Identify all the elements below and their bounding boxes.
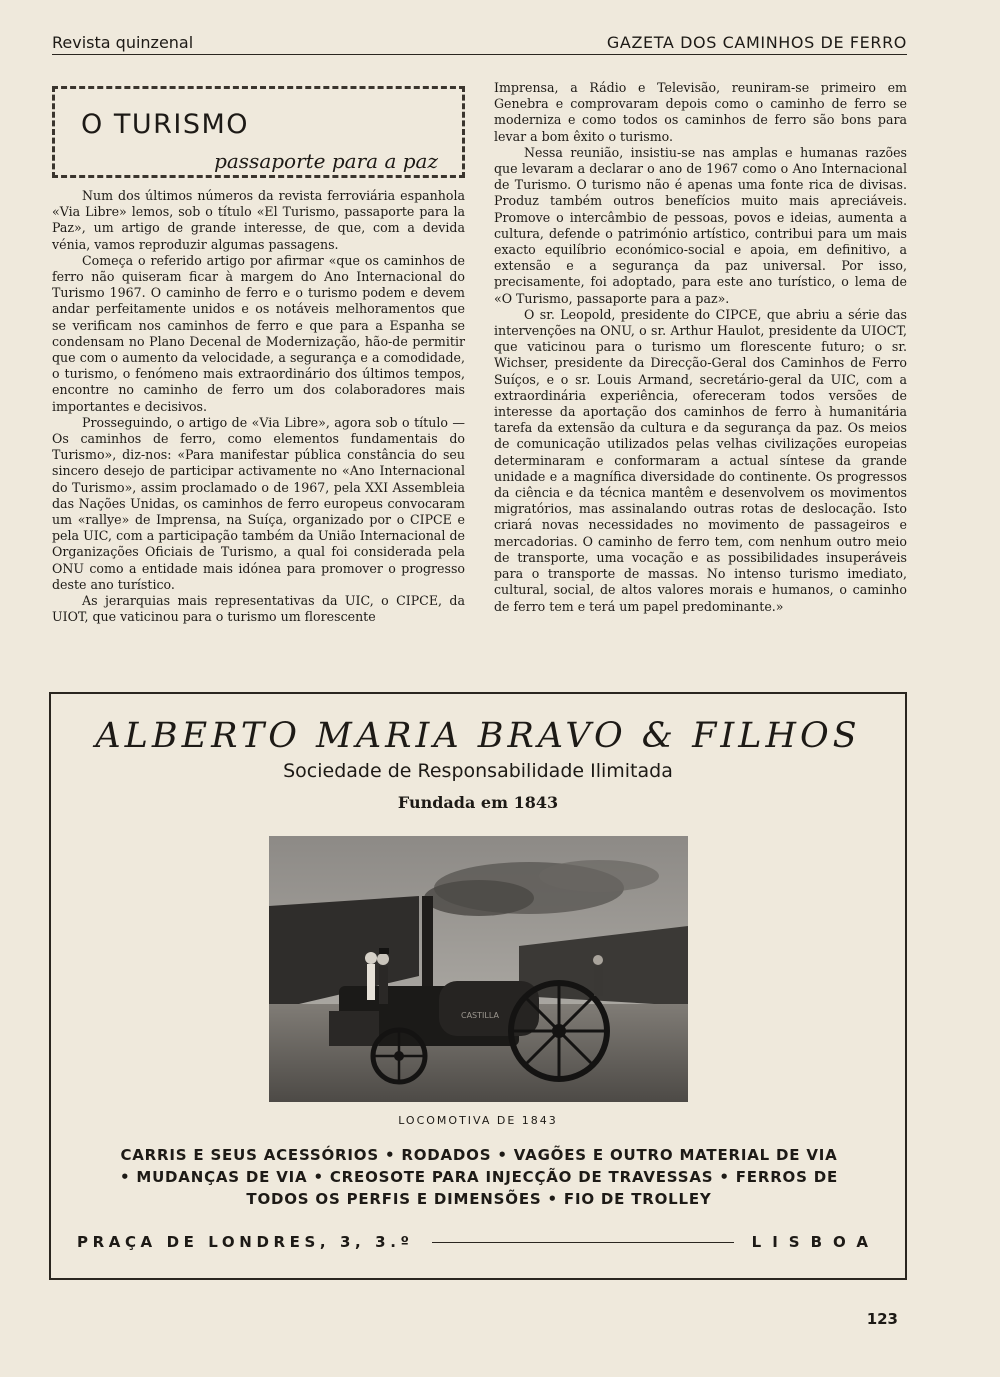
ad-founded: Fundada em 1843 — [397, 793, 559, 812]
ad-products-line: TODOS OS PERFIS E DIMENSÕES • FIO DE TROLLEY — [246, 1190, 712, 1208]
article-paragraph: Num dos últimos números da revista ferroviária espanhola «Via Libre» lemos, sob o título «El Turismo, passaporte para la Paz», um artigo de grande interesse, de que, com a devida vénia, vamos reproduzir algumas passagens. — [52, 188, 465, 252]
header-left: Revista quinzenal — [52, 33, 194, 52]
ad-company-type: Sociedade de Responsabilidade Ilimitada — [283, 760, 673, 782]
photo-caption: LOCOMOTIVA DE 1843 — [398, 1114, 558, 1127]
ad-address: PRAÇA DE LONDRES, 3, 3.º — [77, 1233, 414, 1251]
article-title-box — [52, 86, 465, 178]
ad-company-name: ALBERTO MARIA BRAVO & FILHOS — [95, 716, 861, 756]
running-header — [52, 30, 907, 52]
header-right: GAZETA DOS CAMINHOS DE FERRO — [606, 33, 907, 52]
article-left-column — [52, 188, 465, 625]
article-title: O TURISMO — [81, 109, 249, 140]
article-paragraph: Imprensa, a Rádio e Televisão, reuniram-se primeiro em Genebra e comprovaram depois como o caminho de ferro se moderniza e como todos os caminhos de ferro são bons para levar a bom êxito o turismo. — [494, 80, 907, 144]
ad-products-line: CARRIS E SEUS ACESSÓRIOS • RODADOS • VAGÕES E OUTRO MATERIAL DE VIA — [120, 1146, 838, 1164]
header-rule — [52, 54, 907, 55]
advertisement — [49, 692, 907, 1280]
locomotive-photo — [269, 836, 688, 1102]
page-number: 123 — [866, 1310, 898, 1328]
ad-products — [73, 1144, 885, 1210]
locomotive-illustration — [269, 836, 688, 1102]
address-divider — [432, 1242, 734, 1243]
ad-city: LISBOA — [751, 1233, 879, 1251]
article-paragraph: O sr. Leopold, presidente do CIPCE, que abriu a série das intervenções na ONU, o sr. Arthur Haulot, presidente da UIOCT, que vaticinou para o turismo um florescente futuro; o sr. Wichser, presidente da Direcção-Geral dos Caminhos de Ferro Suíços, e o sr. Louis Armand, secretário-geral da UIC, com a extraordinária experiência, ofereceram todos versões de interesse da aportação dos caminhos de ferro à humanitária tarefa da extensão da cultura e da segurança da paz. Os meios de comunicação utilizados pelas velhas civilizações europeias determinaram e conformaram a actual síntese da grande unidade e a magnífica diversidade do continente. Os progressos da ciência e da técnica mantêm e desenvolvem os movimentos migratórios, mas assinalando outras rotas de deslocação. Isto criará novas necessidades no movimento de passageiros e mercadorias. O caminho de ferro tem, com nenhum outro meio de transporte, uma vocação e as possibilidades insuperáveis para o transporte de massas. No intenso turismo imediato, cultural, social, de altos valores morais e humanos, o caminho de ferro tem e terá um papel predominante.» — [494, 306, 907, 614]
ad-products-line: • MUDANÇAS DE VIA • CREOSOTE PARA INJECÇÃO DE TRAVESSAS • FERROS DE — [119, 1168, 839, 1186]
article-paragraph: Começa o referido artigo por afirmar «que os caminhos de ferro não quiseram ficar à margem do Ano Internacional do Turismo 1967. O caminho de ferro e o turismo podem e devem andar perfeitamente unidos e os notáveis melhoramentos que se verificam nos caminhos de ferro e que para a Espanha se condensam no Plano Decenal de Modernização, hão-de permitir que com o aumento da velocidade, a segurança e a comodidade, o turismo, o fenómeno mais extraordinário dos últimos tempos, encontre no caminho de ferro um dos colaboradores mais importantes e decisivos. — [52, 252, 465, 414]
article-paragraph: As jerarquias mais representativas da UIC, o CIPCE, da UIOT, que vaticinou para o turismo um florescente — [52, 593, 465, 625]
article-right-column — [494, 80, 907, 615]
article-paragraph: Prosseguindo, o artigo de «Via Libre», agora sob o título — Os caminhos de ferro, como elementos fundamentais do Turismo», diz-nos: «Para manifestar pública constância do seu sincero desejo de participar activamente no «Ano Internacional do Turismo», assim proclamado o de 1967, pela XXI Assembleia das Nações Unidas, os caminhos de ferro europeus convocaram um «rallye» de Imprensa, na Suíça, organizado por o CIPCE e pela UIC, com a participação também da União Internacional de Organizações Oficiais de Turismo, a qual foi considerada pela ONU como a entidade mais idónea para promover o progresso deste ano turístico. — [52, 414, 465, 592]
engine-lettering: CASTILLA — [461, 1011, 499, 1020]
article-paragraph: Nessa reunião, insistiu-se nas amplas e humanas razões que levaram a declarar o ano de 1967 como o Ano Internacional de Turismo. O turismo não é apenas uma fonte rica de divisas. Produz também outros benefícios muito mais apreciáveis. Promove o intercâmbio de pessoas, povos e ideias, aumenta a cultura, defende o património artístico, contribui para um mais exacto equilíbrio económico-social e apoia, em definitivo, a extensão e a segurança da paz universal. Por isso, precisamente, foi adoptado, para este ano turístico, o lema de «O Turismo, passaporte para a paz». — [494, 144, 907, 306]
ad-address-row — [77, 1232, 879, 1252]
article-subtitle: passaporte para a paz — [214, 149, 438, 173]
